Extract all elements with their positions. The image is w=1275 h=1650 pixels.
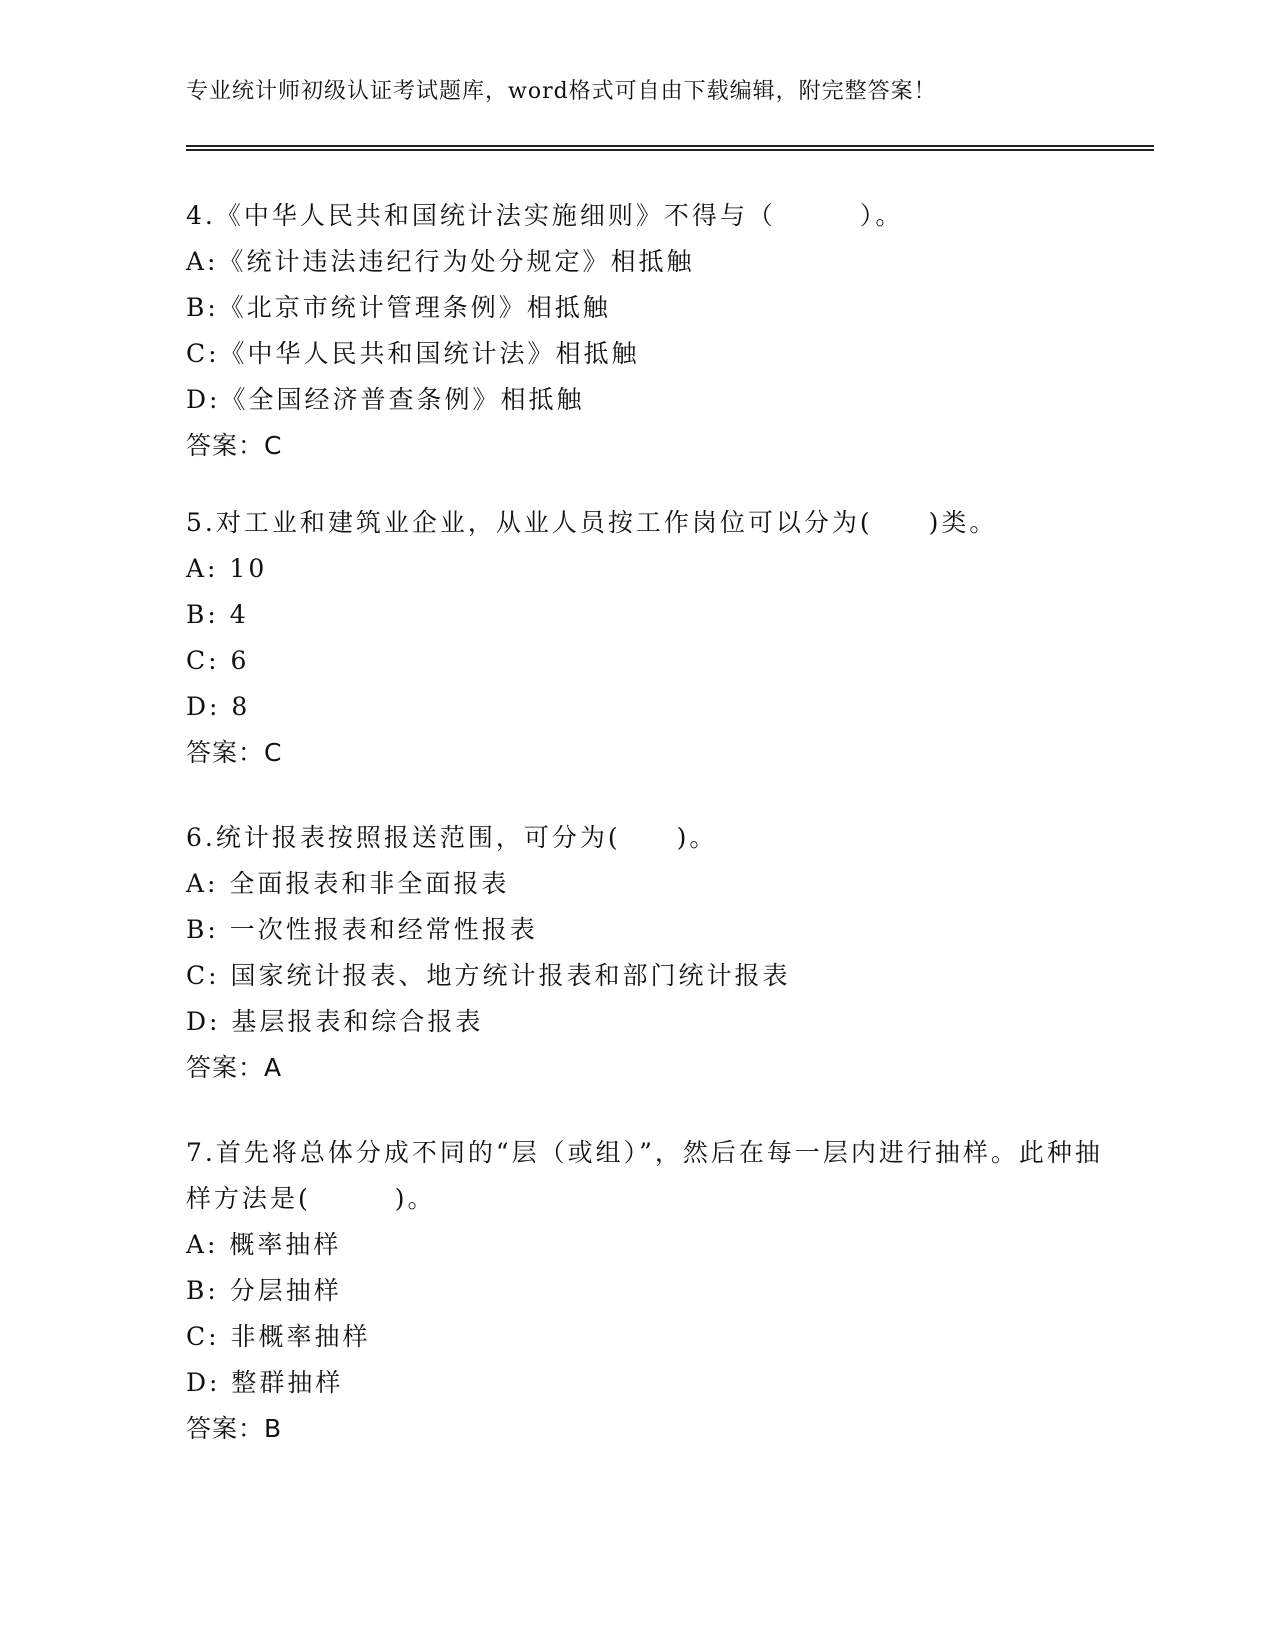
answer-line: 答案：B: [186, 1414, 283, 1443]
question-stem: 5.对工业和建筑业企业，从业人员按工作岗位可以分为( )类。: [186, 508, 998, 537]
answer-line: 答案：A: [186, 1053, 283, 1082]
option-d: D: 基层报表和综合报表: [186, 1007, 484, 1036]
question-5: [186, 500, 1126, 776]
option-b: B:《北京市统计管理条例》相抵触: [186, 293, 611, 322]
option-d: D:《全国经济普查条例》相抵触: [186, 385, 585, 414]
question-7: [186, 1130, 1126, 1452]
option-d: D: 整群抽样: [186, 1368, 344, 1397]
answer-line: 答案：C: [186, 431, 283, 460]
option-a: A: 概率抽样: [186, 1230, 342, 1259]
option-d: D: 8: [186, 692, 251, 721]
option-c: C:《中华人民共和国统计法》相抵触: [186, 339, 640, 368]
option-b: B: 4: [186, 600, 249, 629]
question-stem: 7.首先将总体分成不同的“层（或组）”，然后在每一层内进行抽样。此种抽样方法是( )。: [186, 1138, 1103, 1213]
option-a: A:《统计违法违纪行为处分规定》相抵触: [186, 247, 695, 276]
question-4: [186, 193, 1126, 469]
option-a: A: 10: [186, 554, 268, 583]
option-c: C: 非概率抽样: [186, 1322, 371, 1351]
question-stem: 4.《中华人民共和国统计法实施细则》不得与（ ）。: [186, 201, 904, 230]
page-header: 专业统计师初级认证考试题库，word格式可自由下载编辑，附完整答案！: [186, 79, 937, 104]
option-b: B: 一次性报表和经常性报表: [186, 915, 538, 944]
header-divider: [186, 145, 1154, 151]
option-a: A: 全面报表和非全面报表: [186, 869, 510, 898]
question-6: [186, 815, 1126, 1091]
option-b: B: 分层抽样: [186, 1276, 342, 1305]
question-stem: 6.统计报表按照报送范围，可分为( )。: [186, 823, 718, 852]
option-c: C: 6: [186, 646, 250, 675]
answer-line: 答案：C: [186, 738, 283, 767]
option-c: C: 国家统计报表、地方统计报表和部门统计报表: [186, 961, 791, 990]
